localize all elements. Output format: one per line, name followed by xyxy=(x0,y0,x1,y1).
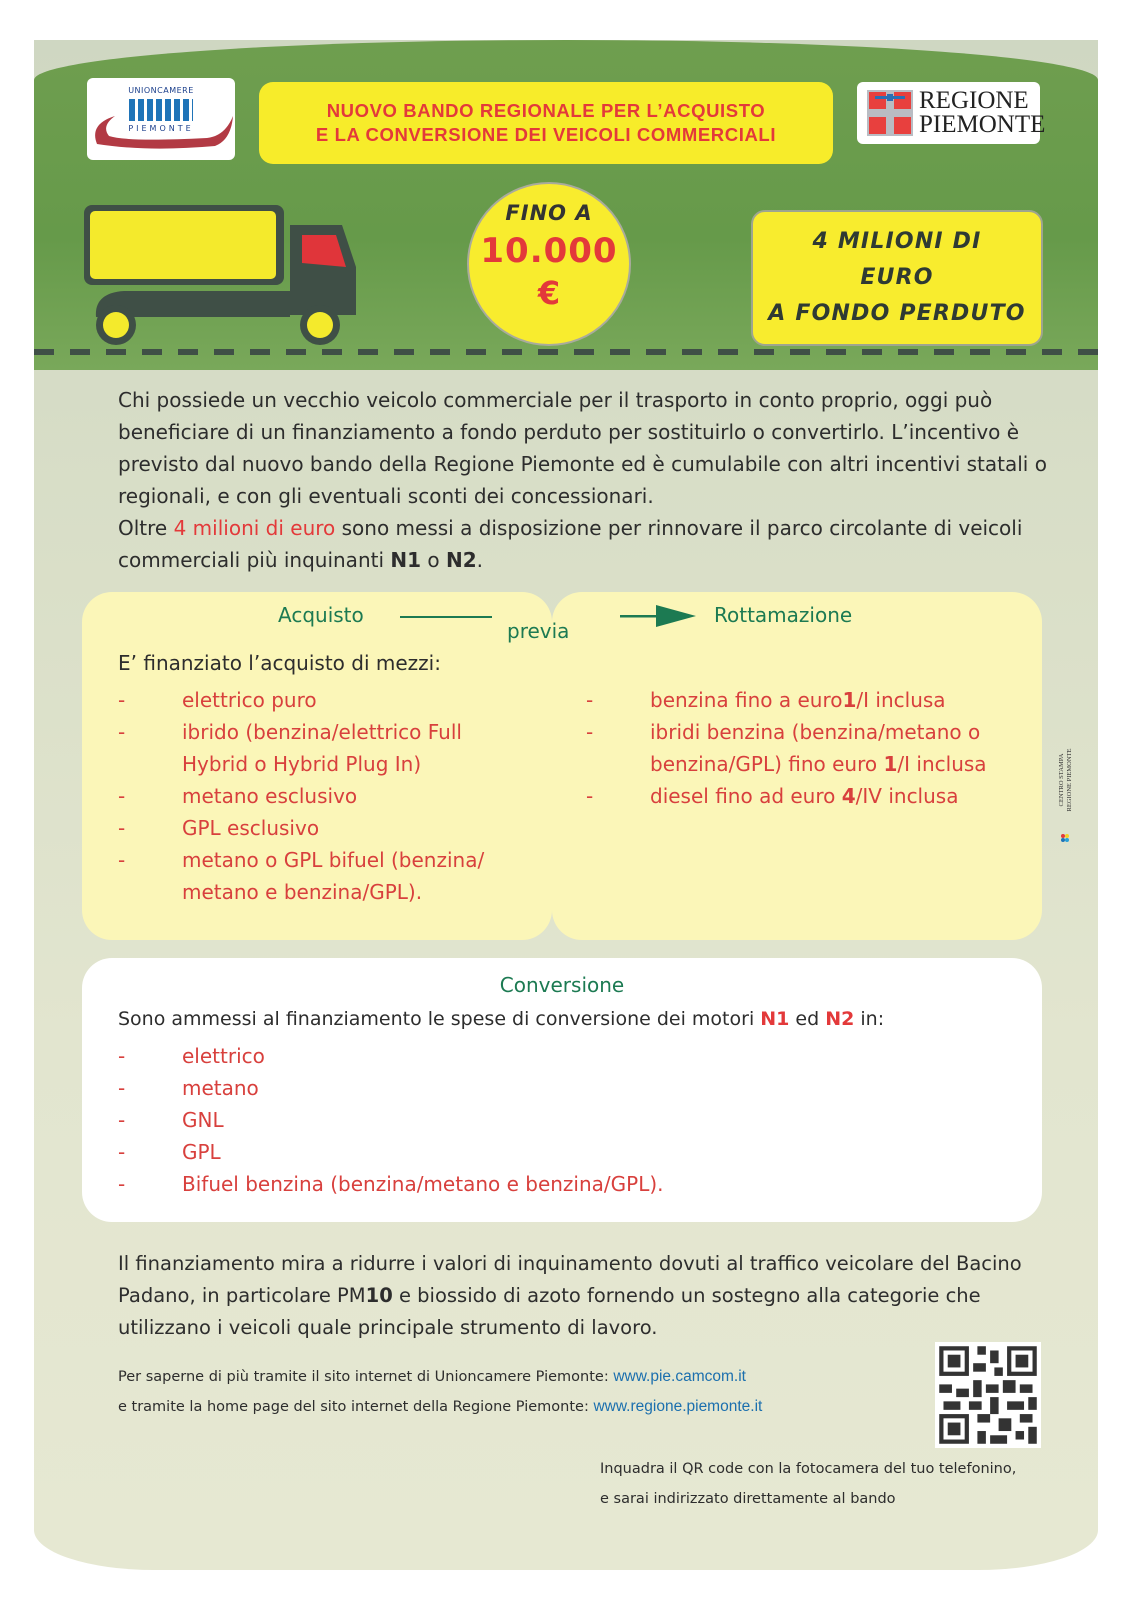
item-text: ibrido (benzina/elettrico Full Hybrid o Hybrid Plug In) xyxy=(182,720,462,776)
list-item xyxy=(118,716,518,780)
bullet: - xyxy=(118,816,126,840)
list-item xyxy=(118,844,518,908)
item-text: GPL xyxy=(182,1140,221,1164)
more-info xyxy=(118,1362,762,1422)
bullet: - xyxy=(586,688,594,712)
list-item xyxy=(586,780,1016,812)
bullet: - xyxy=(586,784,594,808)
unioncamere-link[interactable]: www.pie.camcom.it xyxy=(613,1368,746,1385)
rottamazione-title: Rottamazione xyxy=(714,603,853,627)
logo-bottom-text: PIEMONTE xyxy=(128,124,194,133)
lead-text: ed xyxy=(789,1008,826,1030)
more-info-line-1 xyxy=(118,1362,762,1392)
intro-text-3: sono messi a disposizione per rinnovare il parco circolante di veicoli commerciali più inquinanti xyxy=(118,516,1023,572)
regione-text xyxy=(919,89,1045,137)
rottamazione-list xyxy=(586,684,1016,812)
bullet: - xyxy=(118,1108,126,1132)
conversione-lead xyxy=(118,1004,884,1034)
item-text: elettrico puro xyxy=(182,688,317,712)
panel-header-row xyxy=(82,600,1042,650)
item-text xyxy=(650,716,1016,780)
intro-text: Chi possiede un vecchio veicolo commerciale per il trasporto in conto proprio, oggi può beneficiare di un finanziamento a fondo perduto per sostituirlo o convertirlo. L’incentivo è previsto dal nuovo bando della Regione Piemonte ed è cumulabile con altri incentivi statali o regionali, e con gli eventuali sconti dei concessionari. xyxy=(118,388,1047,508)
bullet: - xyxy=(118,1076,126,1100)
acquisto-title: Acquisto xyxy=(278,603,364,627)
list-item xyxy=(586,684,1016,716)
category-n2: N2 xyxy=(445,548,477,572)
regione-piemonte-logo xyxy=(857,82,1046,144)
columns-icon xyxy=(129,99,193,121)
list-item xyxy=(118,812,518,844)
closing-paragraph xyxy=(118,1248,1048,1344)
more-info-text: e tramite la home page del sito internet della Regione Piemonte: xyxy=(118,1399,594,1415)
bullet: - xyxy=(118,1044,126,1068)
list-item xyxy=(118,1040,918,1072)
fund-line-1: 4 MILIONI DI xyxy=(812,229,982,254)
item-text-post: /I inclusa xyxy=(856,688,946,712)
headline-box xyxy=(259,82,833,164)
list-item xyxy=(118,1104,918,1136)
intro-or: o xyxy=(421,548,446,572)
headline-line-1: NUOVO BANDO REGIONALE PER L’ACQUISTO xyxy=(326,100,766,121)
fund-line-2: EURO xyxy=(860,265,934,290)
connector-line xyxy=(400,616,492,618)
list-item xyxy=(118,780,518,812)
intro-text-2: Oltre xyxy=(118,516,174,540)
intro-paragraph xyxy=(118,384,1048,576)
closing-text: e biossido di azoto fornendo un sostegno alla categorie che utilizzano i veicoli quale principale strumento di lavoro. xyxy=(118,1284,981,1339)
unioncamere-logo xyxy=(87,78,235,160)
logo-line-1: REGIONE xyxy=(919,87,1029,114)
fund-box xyxy=(751,210,1043,346)
item-text-pre: ibridi benzina (benzina/metano o benzina/GPL) fino euro xyxy=(650,720,981,776)
conversione-list xyxy=(118,1040,918,1200)
credit-line-2: REGIONE PIEMONTE xyxy=(1066,748,1073,812)
conversione-panel xyxy=(82,958,1042,1222)
lead-text: in: xyxy=(854,1008,885,1030)
more-info-text: Per saperne di più tramite il sito internet di Unioncamere Piemonte: xyxy=(118,1369,614,1385)
logo-line-2: PIEMONTE xyxy=(919,111,1046,138)
fund-line-3: A FONDO PERDUTO xyxy=(768,301,1026,326)
piemonte-flag-icon xyxy=(867,90,913,136)
bullet: - xyxy=(118,784,126,808)
badge-prefix: FINO A xyxy=(505,201,593,225)
item-text xyxy=(650,684,1016,716)
bullet: - xyxy=(118,720,126,744)
item-text: metano xyxy=(182,1076,259,1100)
printer-credit xyxy=(1058,725,1074,835)
item-text-post: /IV inclusa xyxy=(855,784,959,808)
badge-currency: € xyxy=(537,274,561,312)
euro-class: 1 xyxy=(842,688,857,712)
credit-line-1: CENTRO STAMPA xyxy=(1058,753,1065,807)
category-n1: N1 xyxy=(760,1008,790,1030)
arrow-right-icon xyxy=(620,604,700,628)
previa-connector: previa xyxy=(507,619,570,643)
regione-link[interactable]: www.regione.piemonte.it xyxy=(593,1398,763,1415)
badge-amount: 10.000 xyxy=(480,231,618,271)
qr-caption-line-2: e sarai indirizzato direttamente al bando xyxy=(600,1491,896,1507)
list-item xyxy=(118,1072,918,1104)
cmyk-dots-icon xyxy=(1060,833,1070,843)
intro-second-sentence xyxy=(118,512,1048,576)
truck-icon xyxy=(84,205,374,350)
closing-text: Il finanziamento mira a ridurre i valori di inquinamento dovuti al traffico veicolare del Bacino Padano, in particolare PM xyxy=(118,1252,1022,1307)
acquisto-list xyxy=(118,684,518,908)
bullet: - xyxy=(118,1172,126,1196)
item-text xyxy=(650,780,1016,812)
more-info-line-2 xyxy=(118,1392,762,1422)
euro-class: 4 xyxy=(841,784,856,808)
max-amount-badge xyxy=(467,182,631,346)
item-text: GNL xyxy=(182,1108,224,1132)
headline-line-2: E LA CONVERSIONE DEI VEICOLI COMMERCIALI xyxy=(315,124,777,145)
intro-end: . xyxy=(476,548,483,572)
printer-credit-text xyxy=(1058,748,1074,811)
list-item xyxy=(118,684,518,716)
acquisto-lead: E’ finanziato l’acquisto di mezzi: xyxy=(118,651,441,675)
list-item xyxy=(118,1136,918,1168)
list-item xyxy=(586,716,1016,780)
item-text-pre: diesel fino ad euro xyxy=(650,784,842,808)
item-text: metano esclusivo xyxy=(182,784,358,808)
pm-value: 10 xyxy=(365,1284,393,1307)
conversione-title: Conversione xyxy=(499,973,625,997)
logo-top-text: UNIONCAMERE xyxy=(128,86,194,95)
qr-caption-line-1: Inquadra il QR code con la fotocamera del tuo telefonino, xyxy=(600,1461,1017,1477)
item-text-post: /I inclusa xyxy=(897,752,987,776)
bullet: - xyxy=(118,1140,126,1164)
bullet: - xyxy=(118,848,126,872)
category-n2: N2 xyxy=(825,1008,855,1030)
qr-code[interactable] xyxy=(935,1340,1041,1450)
item-text: Bifuel benzina (benzina/metano e benzina/GPL). xyxy=(182,1172,664,1196)
item-text: elettrico xyxy=(182,1044,265,1068)
euro-class: 1 xyxy=(883,752,898,776)
item-text-pre: benzina fino a euro xyxy=(650,688,843,712)
lead-text: Sono ammessi al finanziamento le spese di conversione dei motori xyxy=(118,1008,761,1030)
bullet: - xyxy=(118,688,126,712)
flyer xyxy=(34,40,1098,1570)
category-n1: N1 xyxy=(390,548,422,572)
qr-caption xyxy=(600,1454,1016,1514)
item-text: metano o GPL bifuel (benzina/ metano e benzina/GPL). xyxy=(182,848,485,904)
highlight-amount: 4 milioni di euro xyxy=(173,516,336,540)
bullet: - xyxy=(586,720,594,744)
item-text: GPL esclusivo xyxy=(182,816,320,840)
list-item xyxy=(118,1168,918,1200)
